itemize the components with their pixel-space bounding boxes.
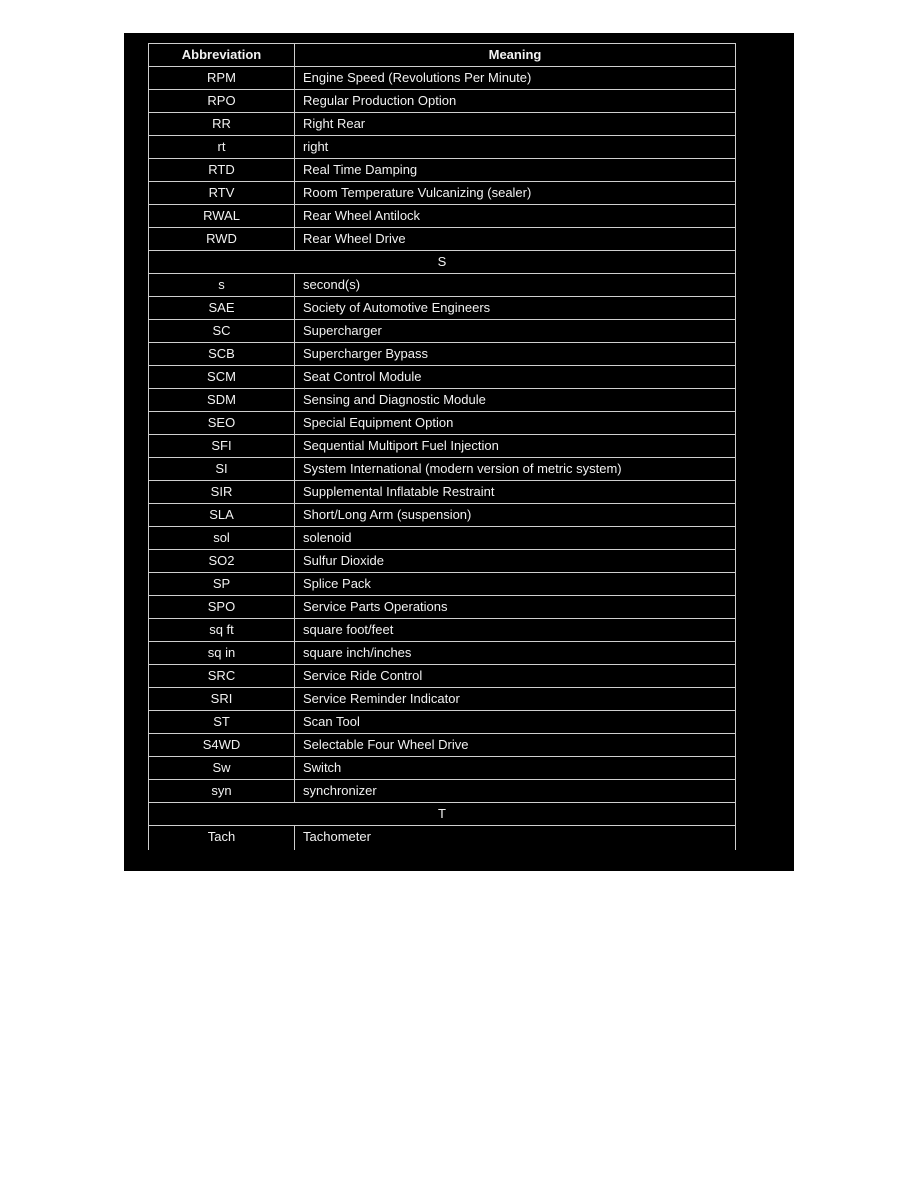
table-row bbox=[149, 366, 735, 389]
table-row bbox=[149, 780, 735, 803]
meaning-cell: Rear Wheel Antilock bbox=[303, 208, 421, 223]
meaning-cell: Room Temperature Vulcanizing (sealer) bbox=[303, 185, 532, 200]
table-row bbox=[149, 711, 735, 734]
abbreviation-cell: SP bbox=[149, 573, 295, 595]
table-row bbox=[149, 389, 735, 412]
table-row bbox=[149, 757, 735, 780]
table-row bbox=[149, 527, 735, 550]
abbreviation-cell: SRC bbox=[149, 665, 295, 687]
table-row bbox=[149, 481, 735, 504]
meaning-cell: Splice Pack bbox=[303, 576, 371, 591]
meaning-cell: second(s) bbox=[303, 277, 361, 292]
table-row bbox=[149, 458, 735, 481]
section-row bbox=[149, 803, 735, 826]
abbreviation-cell: SI bbox=[149, 458, 295, 480]
abbreviation-cell: syn bbox=[149, 780, 295, 802]
abbreviation-cell: S4WD bbox=[149, 734, 295, 756]
meaning-cell: Service Parts Operations bbox=[303, 599, 448, 614]
abbreviation-cell: Tach bbox=[149, 826, 295, 850]
header-abbreviation: Abbreviation bbox=[149, 44, 295, 66]
table-row bbox=[149, 412, 735, 435]
meaning-cell: square inch/inches bbox=[303, 645, 412, 660]
meaning-cell: Rear Wheel Drive bbox=[303, 231, 406, 246]
abbreviation-cell: sq ft bbox=[149, 619, 295, 641]
abbreviation-cell: SLA bbox=[149, 504, 295, 526]
table-row bbox=[149, 343, 735, 366]
abbreviation-cell: RR bbox=[149, 113, 295, 135]
meaning-cell: Real Time Damping bbox=[303, 162, 418, 177]
meaning-cell: solenoid bbox=[303, 530, 352, 545]
meaning-cell: Supplemental Inflatable Restraint bbox=[303, 484, 495, 499]
table-row bbox=[149, 67, 735, 90]
meaning-cell: Right Rear bbox=[303, 116, 366, 131]
abbreviation-cell: SCM bbox=[149, 366, 295, 388]
abbreviation-cell: sol bbox=[149, 527, 295, 549]
abbreviation-cell: Sw bbox=[149, 757, 295, 779]
section-label: T bbox=[438, 806, 446, 821]
meaning-cell: Engine Speed (Revolutions Per Minute) bbox=[303, 70, 532, 85]
table-row bbox=[149, 159, 735, 182]
meaning-cell: Scan Tool bbox=[303, 714, 360, 729]
scanned-page-image bbox=[124, 33, 794, 871]
abbreviation-cell: RTD bbox=[149, 159, 295, 181]
table-row bbox=[149, 297, 735, 320]
meaning-cell: Special Equipment Option bbox=[303, 415, 454, 430]
abbreviation-cell: RWD bbox=[149, 228, 295, 250]
abbreviation-cell: RPO bbox=[149, 90, 295, 112]
meaning-cell: Regular Production Option bbox=[303, 93, 457, 108]
abbreviation-cell: RWAL bbox=[149, 205, 295, 227]
meaning-cell: square foot/feet bbox=[303, 622, 394, 637]
table-row bbox=[149, 665, 735, 688]
header-meaning: Meaning bbox=[488, 47, 542, 62]
meaning-cell: synchronizer bbox=[303, 783, 377, 798]
meaning-cell: Seat Control Module bbox=[303, 369, 422, 384]
abbreviation-cell: SIR bbox=[149, 481, 295, 503]
meaning-cell: Sequential Multiport Fuel Injection bbox=[303, 438, 499, 453]
abbreviation-cell: SC bbox=[149, 320, 295, 342]
abbreviation-cell: SCB bbox=[149, 343, 295, 365]
meaning-cell: Supercharger bbox=[303, 323, 382, 338]
abbreviation-cell: sq in bbox=[149, 642, 295, 664]
meaning-cell: Switch bbox=[303, 760, 342, 775]
table-row bbox=[149, 550, 735, 573]
meaning-cell: Sulfur Dioxide bbox=[303, 553, 384, 568]
meaning-cell: Supercharger Bypass bbox=[303, 346, 429, 361]
meaning-cell: Selectable Four Wheel Drive bbox=[303, 737, 469, 752]
table-row bbox=[149, 619, 735, 642]
abbreviation-cell: SEO bbox=[149, 412, 295, 434]
abbreviation-cell: s bbox=[149, 274, 295, 296]
abbreviation-cell: ST bbox=[149, 711, 295, 733]
abbreviation-cell: SPO bbox=[149, 596, 295, 618]
table-row bbox=[149, 182, 735, 205]
meaning-cell: Tachometer bbox=[303, 829, 371, 844]
meaning-cell: Society of Automotive Engineers bbox=[303, 300, 491, 315]
table-row bbox=[149, 435, 735, 458]
table-row bbox=[149, 90, 735, 113]
meaning-cell: Short/Long Arm (suspension) bbox=[303, 507, 472, 522]
table-row bbox=[149, 274, 735, 297]
table-header-row bbox=[149, 44, 735, 67]
table-row bbox=[149, 642, 735, 665]
abbreviation-cell: RPM bbox=[149, 67, 295, 89]
abbreviation-cell: SRI bbox=[149, 688, 295, 710]
abbreviation-cell: RTV bbox=[149, 182, 295, 204]
table-row bbox=[149, 113, 735, 136]
table-row bbox=[149, 688, 735, 711]
meaning-cell: Sensing and Diagnostic Module bbox=[303, 392, 486, 407]
meaning-cell: right bbox=[303, 139, 329, 154]
abbreviation-cell: SDM bbox=[149, 389, 295, 411]
table-row bbox=[149, 826, 735, 850]
table-row bbox=[149, 734, 735, 757]
meaning-cell: Service Ride Control bbox=[303, 668, 423, 683]
abbreviations-table bbox=[148, 43, 736, 850]
table-row bbox=[149, 596, 735, 619]
abbreviation-cell: SAE bbox=[149, 297, 295, 319]
meaning-cell: System International (modern version of metric system) bbox=[303, 461, 622, 476]
abbreviation-cell: SFI bbox=[149, 435, 295, 457]
section-row bbox=[149, 251, 735, 274]
section-label: S bbox=[437, 254, 447, 269]
abbreviation-cell: rt bbox=[149, 136, 295, 158]
table-row bbox=[149, 228, 735, 251]
table-row bbox=[149, 573, 735, 596]
table-row bbox=[149, 136, 735, 159]
abbreviation-cell: SO2 bbox=[149, 550, 295, 572]
table-row bbox=[149, 205, 735, 228]
table-row bbox=[149, 504, 735, 527]
meaning-cell: Service Reminder Indicator bbox=[303, 691, 460, 706]
table-row bbox=[149, 320, 735, 343]
